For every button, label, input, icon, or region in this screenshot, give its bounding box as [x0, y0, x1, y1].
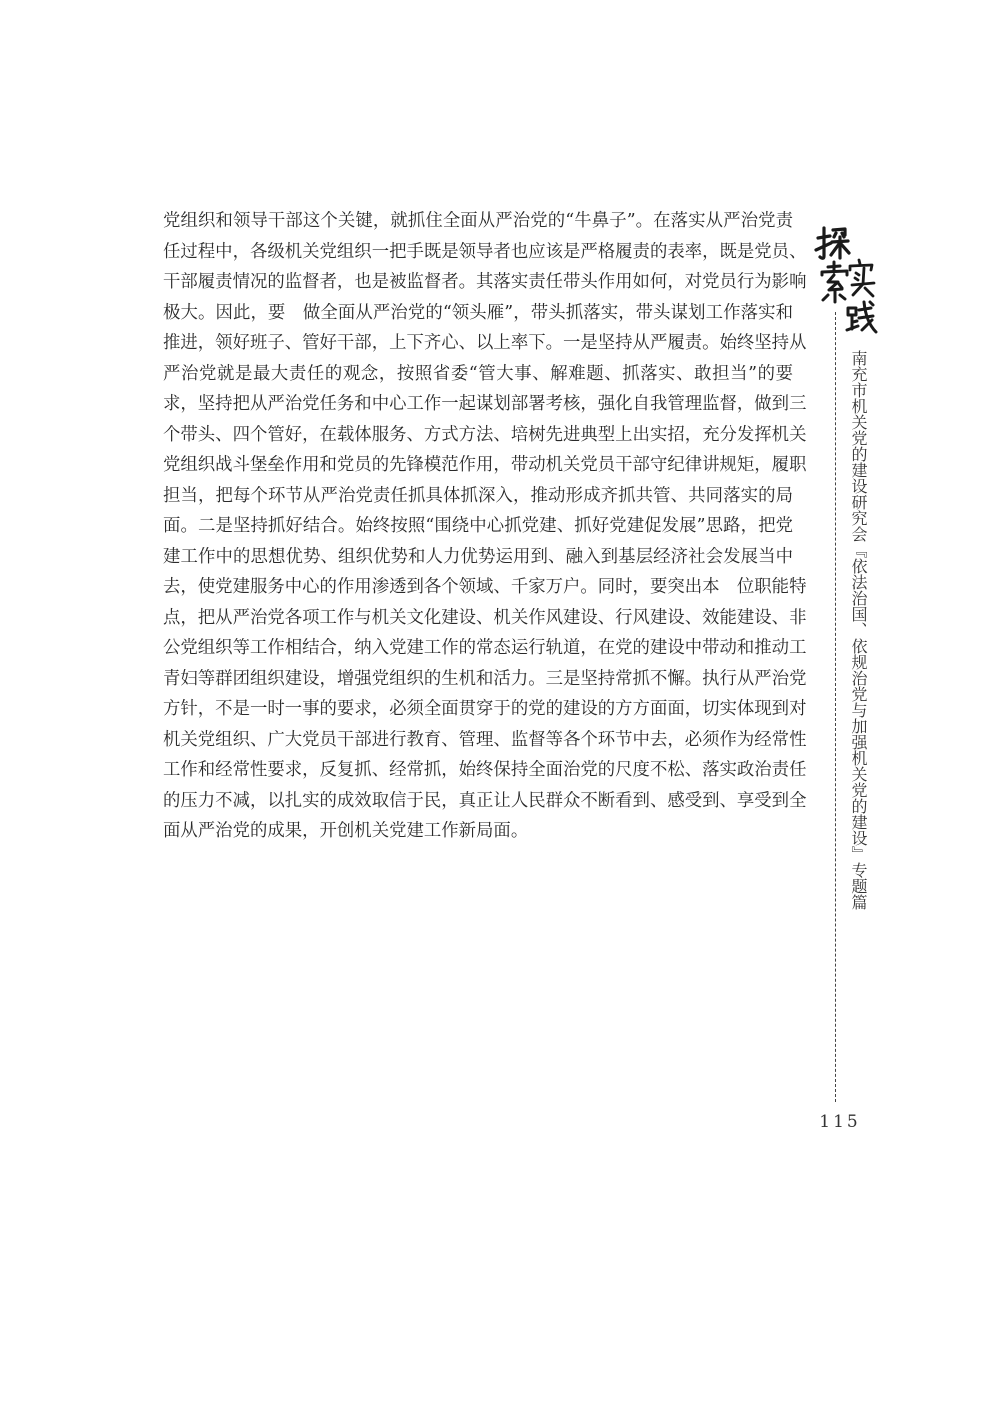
section-logo	[812, 222, 878, 338]
body-line: 党组织和领导干部这个关键，就抓住全面从严治党的“牛鼻子”。在落实从严治党责	[163, 211, 793, 231]
body-line: 干部履责情况的监督者，也是被监督者。其落实责任带头作用如何，对党员行为影响	[163, 272, 807, 292]
body-line: 青妇等群团组织建设，增强党组织的生机和活力。三是坚持常抓不懈。执行从严治党	[163, 668, 807, 689]
body-line: 面从严治党的成果，开创机关党建工作新局面。	[163, 821, 529, 841]
body-line: 机关党组织、广大党员干部进行教育、管理、监督等各个环节中去，必须作为经常性	[163, 729, 807, 750]
body-line: 个带头、四个管好，在载体服务、方式方法、培树先进典型上出实招，充分发挥机关	[163, 424, 807, 445]
body-line: 工作和经常性要求，反复抓、经常抓，始终保持全面治党的尺度不松、落实政治责任	[163, 760, 807, 780]
margin-dashed-rule	[835, 312, 836, 1102]
page-number: 115	[819, 1112, 861, 1132]
body-line: 严治党就是最大责任的观念，按照省委“管大事、解难题、抓落实、敢担当”的要	[163, 363, 793, 384]
body-line: 求，坚持把从严治党任务和中心工作一起谋划部署考核，强化自我管理监督，做到三	[163, 394, 807, 414]
body-line: 担当，把每个环节从严治党责任抓具体抓深入，推动形成齐抓共管、共同落实的局	[163, 485, 793, 506]
body-line: 党组织战斗堡垒作用和党员的先锋模范作用，带动机关党员干部守纪律讲规矩，履职	[163, 455, 807, 475]
body-line: 的压力不减，以扎实的成效取信于民，真正让人民群众不断看到、感受到、享受到全	[163, 790, 807, 811]
body-line: 推进，领好班子、管好干部，上下齐心、以上率下。一是坚持从严履责。始终坚持从	[163, 333, 807, 353]
body-line: 方针，不是一时一事的要求，必须全面贯穿于的党的建设的方方面面，切实体现到对	[163, 699, 807, 719]
body-line: 去，使党建服务中心的作用渗透到各个领域、千家万户。同时，要突出本 位职能特	[163, 577, 807, 597]
running-header-vertical: 南充市机关党的建设研究会『依法治国、依规治党与加强机关党的建设』专题篇	[849, 350, 868, 910]
body-line: 公党组织等工作相结合，纳入党建工作的常态运行轨道，在党的建设中带动和推动工	[163, 638, 807, 658]
body-line: 面。二是坚持抓好结合。始终按照“围绕中心抓党建、抓好党建促发展”思路，把党	[163, 516, 793, 536]
body-line: 极大。因此，要 做全面从严治党的“领头雁”，带头抓落实，带头谋划工作落实和	[163, 302, 793, 323]
body-line: 建工作中的思想优势、组织优势和人力优势运用到、融入到基层经济社会发展当中	[163, 546, 793, 567]
body-text	[163, 206, 807, 847]
body-line: 任过程中，各级机关党组织一把手既是领导者也应该是严格履责的表率，既是党员、	[163, 241, 807, 262]
body-line: 点，把从严治党各项工作与机关文化建设、机关作风建设、行风建设、效能建设、非	[163, 607, 807, 628]
